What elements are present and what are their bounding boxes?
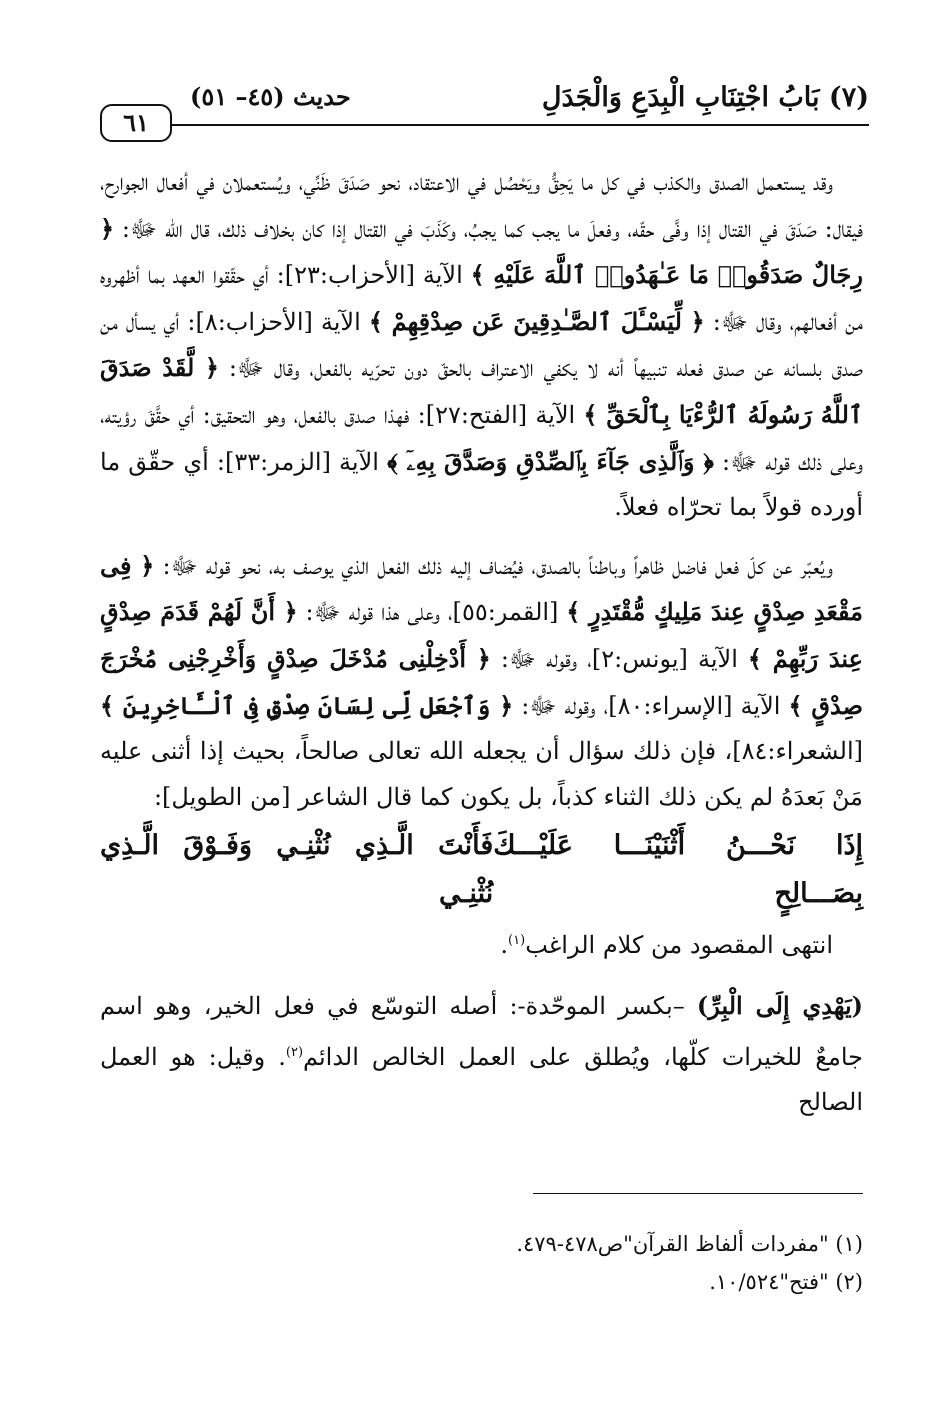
quran-quote: ﴿ وَٱجْعَل لِّى لِسَانَ صِدْقٍ فِى ٱلْـَٔاخِرِينَ ﴾ [100, 690, 514, 720]
quran-quote: ﴿ وَٱلَّذِى جَآءَ بِٱلصِّدْقِ وَصَدَّقَ بِهِۦٓ ﴾ [387, 446, 714, 476]
main-text [100, 160, 863, 1126]
paragraph [100, 160, 863, 531]
page-number: ٦١ [100, 104, 172, 142]
header-rule [172, 124, 869, 126]
paragraph-text: . وقيل: هو العمل الصالح [100, 1042, 863, 1117]
quran-quote: ﴿ فِى مَقْعَدِ صِدْقٍ عِندَ مَلِيكٍ مُّقْتَدِرٍ ﴾ [100, 550, 864, 627]
lemma: (يَهْدِي إِلَى الْبِرِّ) [696, 990, 864, 1020]
poem-verse [100, 822, 863, 918]
paragraph-text: الآية [الفتح:٢٧]: فهذا صدق بالفعل، وهو التحقيق: أي حقَّقَ رؤيته، وعلى ذلك قوله ﷻ: [100, 400, 863, 476]
paragraph-text: [الشعراء:٨٤]، فإن ذلك سؤال أن يجعله الله تعالى صالحاً، بحيث إذا أثنى عليه مَنْ بَعدَهُ لم يكن ذلك الثناء كذباً، بل يكون كما قال الشاعر [من الطويل]: [100, 737, 863, 811]
paragraph-text: الآية [الأحزاب:٢٣]: أي حقّقوا العهد بما أظهروه من أفعالهم، وقال ﷻ: [100, 261, 863, 336]
paragraph-text: [القمر:٥٥]، وعلى هذا قوله ﷻ: [297, 598, 567, 627]
footnotes [100, 1225, 863, 1301]
chapter-title: (٧) بَابُ اجْتِنَابِ الْبِدَعِ وَالْجَدَلِ [541, 82, 869, 113]
source-note-text: انتهى المقصود من كلام الراغب [525, 931, 833, 960]
paragraph [100, 983, 863, 1126]
footnote-ref: (٢) [285, 1044, 304, 1060]
quran-quote: ﴿ رِجَالٌ صَدَقُوا۟ مَا عَـٰهَدُوا۟ ٱللَّهَ عَلَيْهِ ﴾ [100, 213, 863, 290]
poem-first-hemistich: إِذَا نَحْـــنُ أَثْنَيْنَـــا عَلَيْـــكَ بِصَـــالِحٍ [493, 830, 863, 910]
paragraph-text: الآية [الأحزاب:٨]: أي يسأل من صدق بلسانه عن صدق فعله تنبيهاً أنه لا يكفي الاعتراف بالحقّ دون تحرّيه بالفعل، وقال ﷻ: [100, 307, 864, 383]
paragraph [100, 543, 863, 821]
quran-quote: ﴿ لَّقَدْ صَدَقَ ٱللَّهُ رَسُولَهُ ٱلرُّءْيَا بِٱلْحَقِّ ﴾ [100, 353, 863, 429]
footnote-ref: (١) [508, 933, 526, 949]
footnote-rule [533, 1193, 863, 1194]
paragraph-text: ويُعبّر عن كلّ فعل فاضل ظاهراً وباطناً بالصدق، فيُضاف إليه ذلك الفعل الذي يوصف به، نحو قوله ﷻ: [154, 551, 833, 580]
paragraph-text: الآية [الإسراء:٨٠]، وقوله ﷻ: [513, 691, 789, 720]
quran-quote: ﴿ أَنَّ لَهُمْ قَدَمَ صِدْقٍ عِندَ رَبِّهِمْ ﴾ [100, 597, 863, 673]
paragraph-text: الآية [يونس:٢]، وقوله ﷻ: [490, 644, 748, 673]
paragraph-text: –بكسر الموحّدة-: أصله التوسّع في فعل الخير، وهو اسم جامعٌ للخيرات كلّها، ويُطلق على العمل الخالص الدائم [100, 991, 863, 1071]
footnote: (٢) "فتح"١٠/٥٢٤. [709, 1270, 863, 1294]
quran-quote: ﴿ لِّيَسْـَٔلَ ٱلصَّـٰدِقِينَ عَن صِدْقِهِمْ ﴾ [368, 306, 705, 336]
poem-second-hemistich: فَأَنْتَ الَّـذِي نُثْنِـي وَفَـوْقَ الَّـذِي نُثْنِـي [100, 830, 494, 910]
quran-quote: ﴿ أَدْخِلْنِى مُدْخَلَ صِدْقٍ وَأَخْرِجْنِى مُخْرَجَ صِدْقٍ ﴾ [100, 643, 863, 720]
hadith-range: حديث (٤٥– ٥١) [190, 82, 351, 111]
source-note [100, 918, 863, 969]
footnote: (١) "مفردات ألفاظ القرآن"ص٤٧٨-٤٧٩. [516, 1232, 863, 1256]
source-note-end: . [500, 931, 509, 960]
paragraph-text: الآية [الزمر:٣٣]: أي حقّق ما أورده قولاً بما تحرّاه فعلاً. [100, 447, 863, 522]
paragraph-text: وقد يستعمل الصدق والكذب في كل ما يَحِقُّ ويَحْصُل في الاعتقاد، نحو صَدَقَ ظَنِّي، ويُستعملان في أفعال الجوارح، فيقال: صَدَقَ في القتال إذا وفَّى حقّه، وفعلَ ما يجب كما يجبُ، وكَذَبَ في القتال إذا كان بخلاف ذلك، قال الله ﷻ: [100, 168, 863, 243]
